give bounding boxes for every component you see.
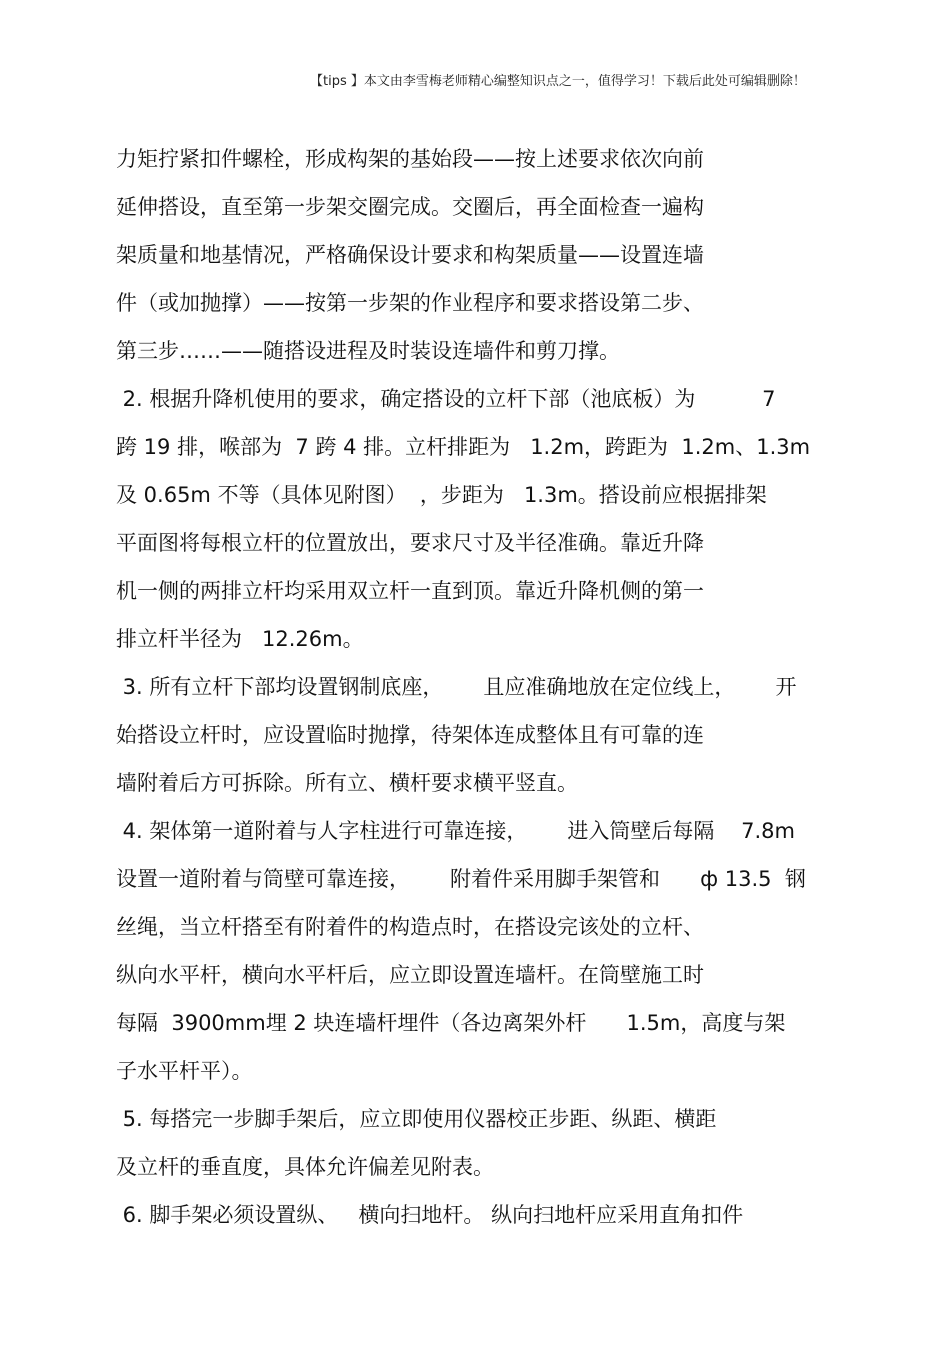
paragraph-line: 3. 所有立杆下部均设置钢制底座， 且应准确地放在定位线上， 开 [116,675,797,699]
paragraph-line: 始搭设立杆时，应设置临时抛撑，待架体连成整体且有可靠的连 [116,723,704,747]
paragraph-line: 5. 每搭完一步脚手架后，应立即使用仪器校正步距、纵距、横距 [116,1107,717,1131]
paragraph-line: 跨 19 排，喉部为 7 跨 4 排。立杆排距为 1.2m，跨距为 1.2m、1.3m [116,435,811,459]
paragraph-line: 及 0.65m 不等（具体见附图） ，步距为 1.3m。搭设前应根据排架 [116,483,767,507]
paragraph-line: 及立杆的垂直度，具体允许偏差见附表。 [116,1155,494,1179]
paragraph-line: 6. 脚手架必须设置纵、 横向扫地杆。 纵向扫地杆应采用直角扣件 [116,1203,744,1227]
paragraph-line: 设置一道附着与筒壁可靠连接， 附着件采用脚手架管和 ф 13.5 钢 [116,867,806,891]
paragraph-line: 延伸搭设，直至第一步架交圈完成。交圈后，再全面检查一遍构 [116,195,704,219]
paragraph-line: 机一侧的两排立杆均采用双立杆一直到顶。靠近升降机侧的第一 [116,579,704,603]
paragraph-line: 架质量和地基情况，严格确保设计要求和构架质量——设置连墙 [116,243,704,267]
paragraph-line: 平面图将每根立杆的位置放出，要求尺寸及半径准确。靠近升降 [116,531,704,555]
paragraph-line: 力矩拧紧扣件螺栓，形成构架的基始段——按上述要求依次向前 [116,147,704,171]
paragraph-line: 墙附着后方可拆除。所有立、横杆要求横平竖直。 [116,771,578,795]
paragraph-line: 丝绳，当立杆搭至有附着件的构造点时，在搭设完该处的立杆、 [116,915,704,939]
paragraph-line: 2. 根据升降机使用的要求，确定搭设的立杆下部（池底板）为 7 [116,387,776,411]
paragraph-line: 纵向水平杆，横向水平杆后，应立即设置连墙杆。在筒壁施工时 [116,963,704,987]
paragraph-line: 第三步……——随搭设进程及时装设连墙件和剪刀撑。 [116,339,620,363]
paragraph-line: 子水平杆平）。 [116,1059,253,1083]
paragraph-line: 排立杆半径为 12.26m。 [116,627,364,651]
tips-header: 【tips 】本文由李雪梅老师精心编整知识点之一，值得学习！下载后此处可编辑删除！ [310,74,806,89]
paragraph-line: 4. 架体第一道附着与人字柱进行可靠连接， 进入筒壁后每隔 7.8m [116,819,795,843]
paragraph-line: 每隔 3900mm埋 2 块连墙杆埋件（各边离架外杆 1.5m，高度与架 [116,1011,786,1035]
paragraph-line: 件（或加抛撑）——按第一步架的作业程序和要求搭设第二步、 [116,291,704,315]
